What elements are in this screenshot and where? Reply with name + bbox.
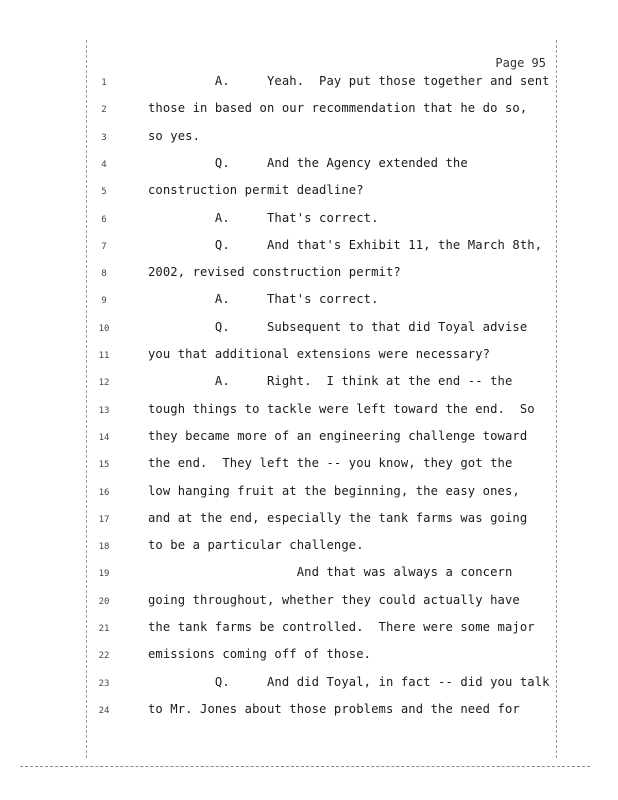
line-text: A. Right. I think at the end -- the (148, 374, 513, 389)
transcript-line (0, 429, 618, 449)
transcript-line (0, 101, 618, 121)
line-text: Q. Subsequent to that did Toyal advise (148, 319, 528, 334)
line-number: 13 (98, 405, 110, 416)
line-number: 10 (98, 323, 110, 334)
transcript-line (0, 484, 618, 504)
transcript-line (0, 593, 618, 613)
line-text: construction permit deadline? (148, 183, 364, 198)
line-number: 22 (98, 651, 110, 662)
transcript-line (0, 702, 618, 722)
line-number: 1 (101, 78, 107, 88)
line-text: low hanging fruit at the beginning, the easy ones, (148, 483, 520, 498)
line-number: 2 (101, 105, 107, 116)
line-number: 11 (98, 351, 110, 361)
line-text: to Mr. Jones about those problems and the need for (148, 701, 520, 716)
line-number: 19 (98, 569, 110, 580)
line-number: 3 (101, 132, 107, 143)
line-text: A. Yeah. Pay put those together and sent (148, 74, 550, 88)
transcript-line (0, 320, 618, 340)
page-number: Page 95 (495, 56, 546, 70)
line-text: and at the end, especially the tank farms was going (148, 510, 528, 525)
line-text: Q. And the Agency extended the (148, 155, 468, 170)
transcript-line (0, 374, 618, 394)
line-number: 6 (101, 214, 107, 225)
line-text: those in based on our recommendation that he do so, (148, 101, 528, 116)
line-text: the tank farms be controlled. There were some major (148, 620, 535, 634)
line-text: tough things to tackle were left toward the end. So (148, 401, 535, 416)
line-text: Q. And did Toyal, in fact -- did you talk (148, 674, 550, 689)
line-number: 5 (101, 187, 107, 198)
transcript-line (0, 511, 618, 531)
line-number: 4 (101, 159, 107, 170)
transcript-line (0, 265, 618, 285)
transcript-line (0, 620, 618, 640)
transcript-line (0, 402, 618, 422)
line-text: so yes. (148, 128, 201, 143)
line-number: 21 (98, 624, 110, 634)
line-text: you that additional extensions were necessary? (148, 347, 491, 361)
line-number: 7 (101, 241, 107, 252)
line-number: 20 (98, 596, 110, 607)
line-text: to be a particular challenge. (148, 538, 364, 553)
line-number: 24 (98, 705, 110, 716)
transcript-line (0, 292, 618, 312)
line-text: they became more of an engineering challenge toward (148, 428, 528, 443)
line-number: 15 (98, 460, 110, 471)
line-text: 2002, revised construction permit? (148, 265, 401, 280)
transcript-line (0, 647, 618, 667)
line-number: 17 (98, 514, 110, 525)
line-number: 18 (98, 542, 110, 553)
line-number: 14 (98, 432, 110, 443)
line-text: emissions coming off of those. (148, 647, 372, 662)
transcript-line (0, 156, 618, 176)
transcript-line (0, 565, 618, 585)
transcript-line (0, 129, 618, 149)
transcript-line (0, 74, 618, 94)
transcript-line (0, 211, 618, 231)
transcript-line (0, 347, 618, 367)
line-text: A. That's correct. (148, 210, 379, 225)
transcript-line (0, 183, 618, 203)
line-text: And that was always a concern (148, 565, 513, 580)
line-number: 9 (101, 296, 107, 307)
line-number: 8 (101, 269, 107, 280)
line-number: 12 (98, 378, 110, 389)
transcript-line (0, 538, 618, 558)
transcript-line (0, 675, 618, 695)
line-number: 16 (98, 487, 110, 498)
line-text: the end. They left the -- you know, they got the (148, 456, 513, 471)
line-number: 23 (98, 678, 110, 689)
transcript-line (0, 456, 618, 476)
transcript-line (0, 238, 618, 258)
line-text: going throughout, whether they could actually have (148, 592, 520, 607)
line-text: A. That's correct. (148, 292, 379, 307)
bottom-margin-rule (20, 766, 590, 767)
line-text: Q. And that's Exhibit 11, the March 8th, (148, 237, 543, 252)
